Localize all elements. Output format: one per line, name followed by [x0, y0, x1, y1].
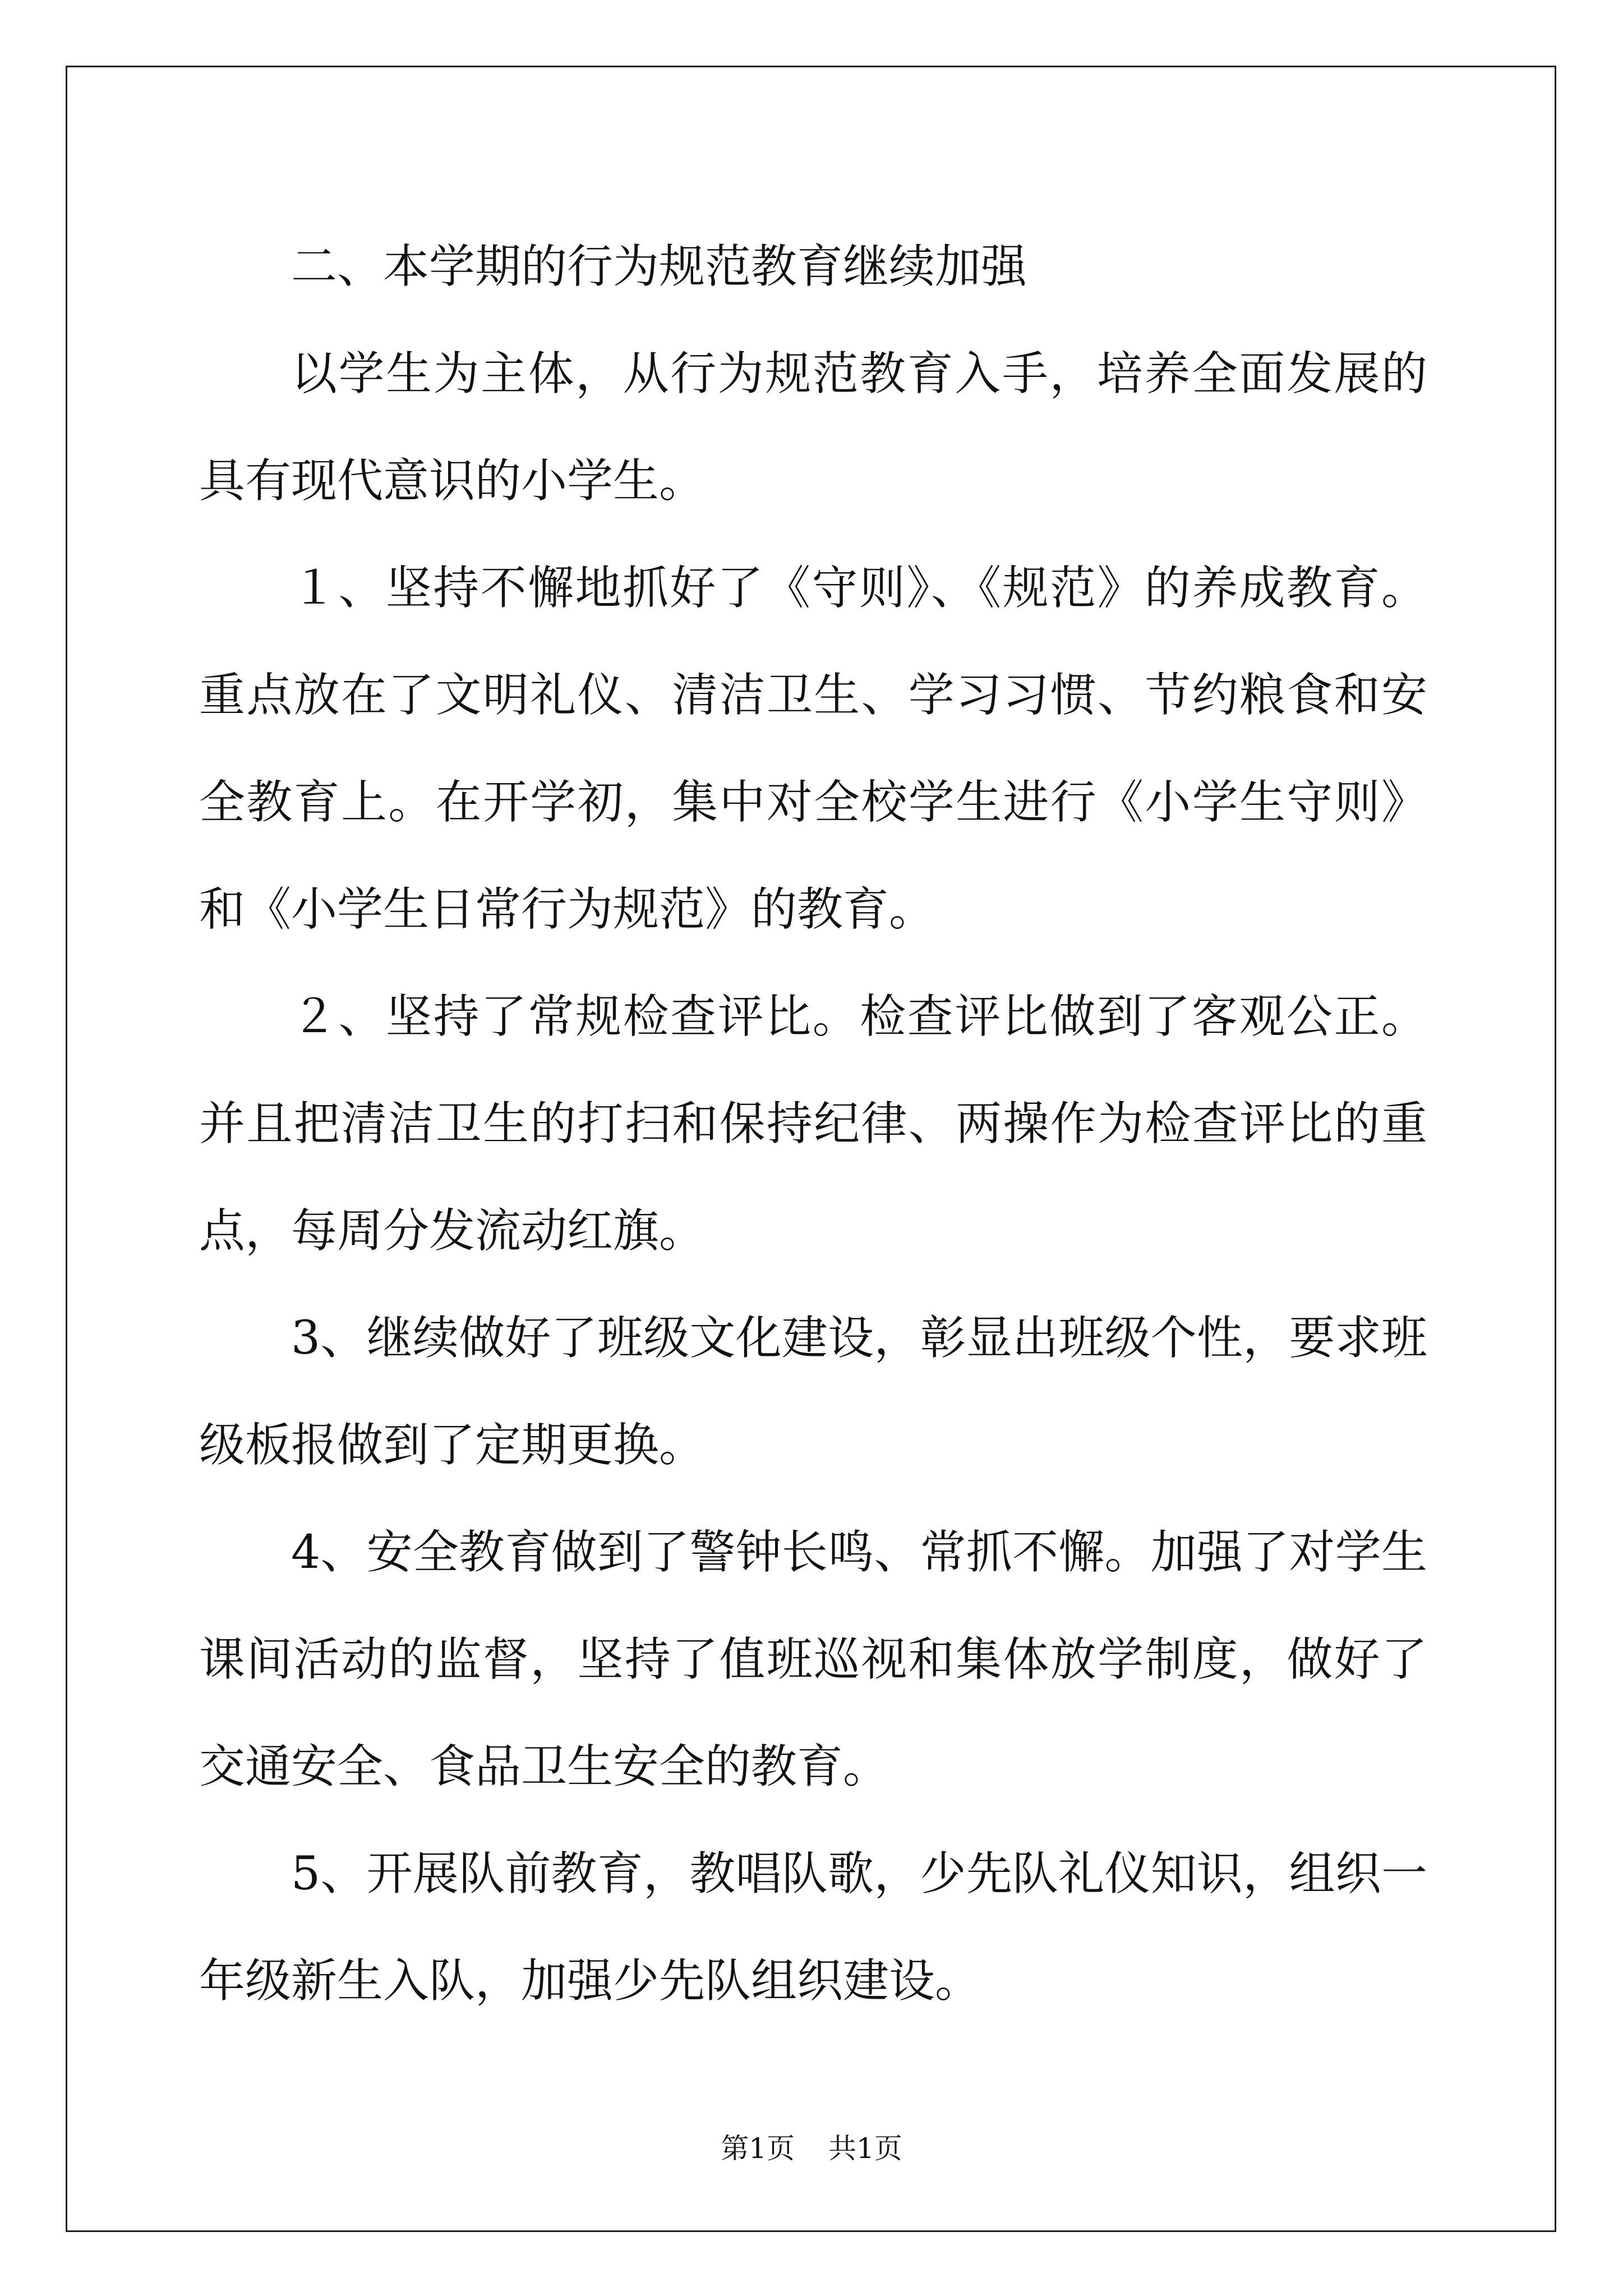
- page-number: 第1页: [721, 2132, 795, 2165]
- paragraph-item-2: ２、坚持了常规检查评比。检查评比做到了客观公正。并且把清洁卫生的打扫和保持纪律、两操作为检查评比的重点，每周分发流动红旗。: [199, 990, 1427, 1258]
- document-body: [199, 213, 1427, 2035]
- page-footer: [0, 2132, 1623, 2165]
- paragraph-item-3: 3、继续做好了班级文化建设，彰显出班级个性，要求班级板报做到了定期更换。: [199, 1312, 1427, 1472]
- page-total: 共1页: [828, 2132, 902, 2165]
- paragraph-intro: 以学生为主体，从行为规范教育入手，培养全面发展的具有现代意识的小学生。: [199, 347, 1427, 508]
- paragraph-item-5: 5、开展队前教育，教唱队歌，少先队礼仪知识，组织一年级新生入队，加强少先队组织建设。: [199, 1847, 1427, 2008]
- paragraph-item-1: １、坚持不懈地抓好了《守则》、《规范》的养成教育。重点放在了文明礼仪、清洁卫生、学习习惯、节约粮食和安全教育上。在开学初，集中对全校学生进行《小学生守则》和《小学生日常行为规范》的教育。: [199, 562, 1427, 936]
- section-heading: 二、本学期的行为规范教育继续加强: [291, 240, 1027, 293]
- paragraph-item-4: 4、安全教育做到了警钟长鸣、常抓不懈。加强了对学生课间活动的监督，坚持了值班巡视和集体放学制度，做好了交通安全、食品卫生安全的教育。: [199, 1526, 1427, 1793]
